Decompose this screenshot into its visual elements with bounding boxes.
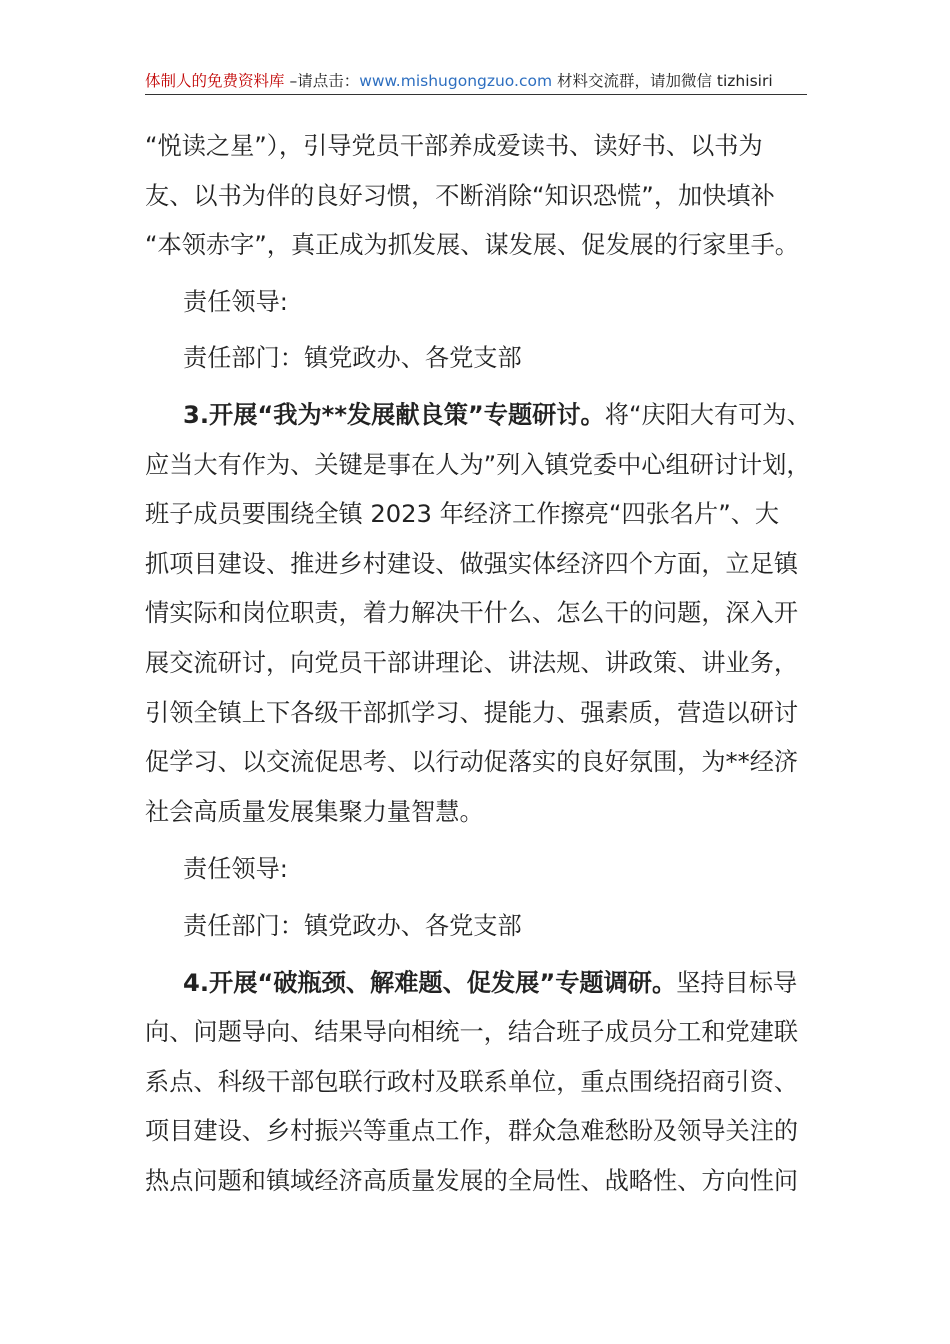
item4-first-line <box>145 959 809 1009</box>
paragraph-line: 班子成员要围绕全镇 2023 年经济工作擦亮“四张名片”、大 <box>145 500 780 529</box>
paragraph-line: “本领赤字”，真正成为抓发展、谋发展、促发展的行家里手。 <box>145 231 799 260</box>
paragraph-line: 社会高质量发展集聚力量智慧。 <box>145 797 484 826</box>
paragraph-line: 热点问题和镇域经济高质量发展的全局性、战略性、方向性问 <box>145 1166 799 1195</box>
header-group-text: 材料交流群，请加微信 tizhisiri <box>552 72 773 90</box>
item3-first-line-text: 将“庆阳大有可为、 <box>604 400 811 429</box>
paragraph-line: 促学习、以交流促思考、以行动促落实的良好氛围，为**经济 <box>145 748 799 777</box>
responsible-department: 责任部门：镇党政办、各党支部 <box>183 911 522 940</box>
page-header <box>145 70 807 95</box>
paragraph-line: 应当大有作为、关键是事在人为”列入镇党委中心组研讨计划， <box>145 450 811 479</box>
paragraph-line: 情实际和岗位职责，着力解决干什么、怎么干的问题，深入开 <box>145 599 799 628</box>
item3-first-line <box>145 391 809 441</box>
header-click-text: –请点击： <box>284 72 360 90</box>
paragraph-line: 向、问题导向、结果导向相统一，结合班子成员分工和党建联 <box>145 1018 799 1047</box>
document-body <box>145 122 809 1206</box>
responsible-leader-label: 责任领导: <box>183 287 288 316</box>
item4-first-line-text: 坚持目标导 <box>676 968 798 997</box>
header-url-link[interactable]: www.mishugongzuo.com <box>359 72 553 90</box>
header-brand: 体制人的免费资料库 <box>145 72 285 90</box>
responsible-department: 责任部门：镇党政办、各党支部 <box>183 344 522 373</box>
paragraph-line: 展交流研讨，向党员干部讲理论、讲法规、讲政策、讲业务， <box>145 648 799 677</box>
paragraph-line: 友、以书为伴的良好习惯，不断消除“知识恐慌”，加快填补 <box>145 181 775 210</box>
responsible-leader-label: 责任领导: <box>183 855 288 884</box>
item3-heading: 3.开展“我为**发展献良策”专题研讨。 <box>183 400 605 429</box>
paragraph-line: 引领全镇上下各级干部抓学习、提能力、强素质，营造以研讨 <box>145 698 799 727</box>
paragraph-line: 抓项目建设、推进乡村建设、做强实体经济四个方面，立足镇 <box>145 549 799 578</box>
paragraph-line: 项目建设、乡村振兴等重点工作，群众急难愁盼及领导关注的 <box>145 1117 799 1146</box>
item4-heading: 4.开展“破瓶颈、解难题、促发展”专题调研。 <box>183 968 677 997</box>
paragraph-line: 系点、科级干部包联行政村及联系单位，重点围绕招商引资、 <box>145 1067 799 1096</box>
paragraph-line: “悦读之星”），引导党员干部养成爱读书、读好书、以书为 <box>145 132 763 160</box>
